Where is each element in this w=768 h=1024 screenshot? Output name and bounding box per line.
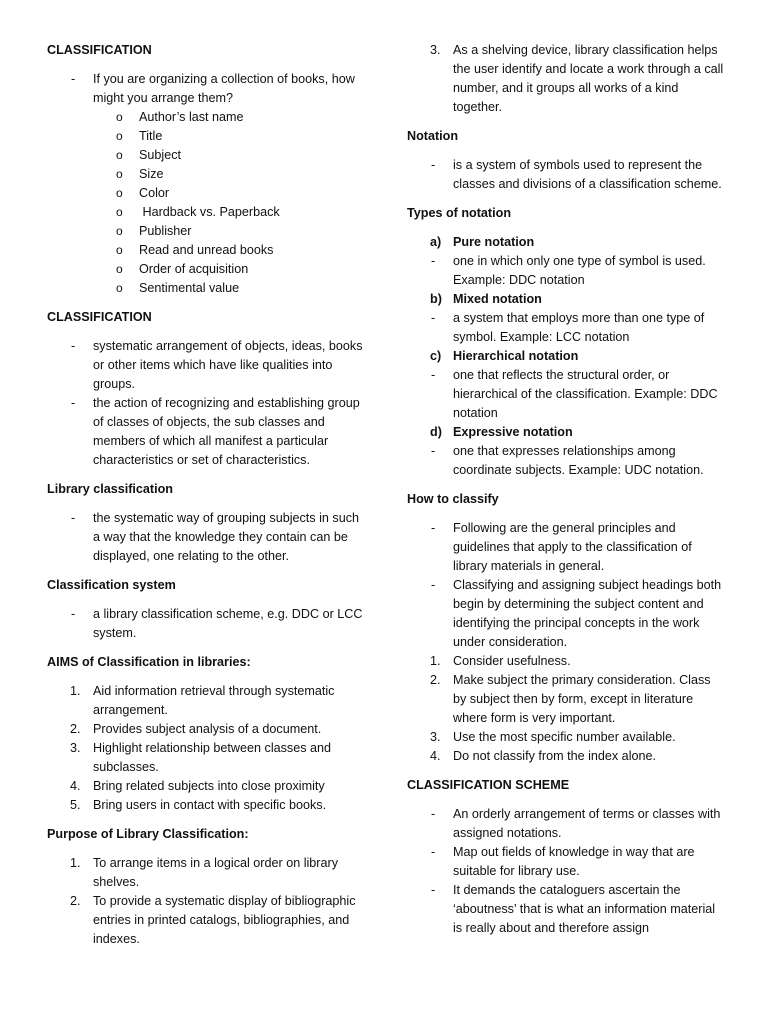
circle-marker: o	[116, 243, 123, 257]
list-item-text: Provides subject analysis of a document.	[93, 722, 322, 736]
notation-type-title	[407, 423, 727, 442]
number-marker: 4.	[430, 749, 441, 763]
dash-marker: -	[431, 444, 436, 458]
circle-marker: o	[116, 262, 123, 276]
section-heading: AIMS of Classification in libraries:	[47, 655, 251, 669]
notation-type-title	[407, 233, 727, 252]
list-item	[47, 279, 367, 298]
list-item	[47, 203, 367, 222]
option-text: Hardback vs. Paperback	[139, 205, 280, 219]
list-item	[47, 394, 367, 470]
number-marker: 3.	[430, 730, 441, 744]
list-item-text: To provide a systematic display of bibliographic entries in printed catalogs, bibliographies, and indexes.	[93, 894, 356, 946]
circle-marker: o	[116, 205, 123, 219]
list-item-text: As a shelving device, library classification helps the user identify and locate a work through a call number, and it groups all works of a kind together.	[453, 43, 724, 114]
option-text: Subject	[139, 148, 182, 162]
list-item-text: one that expresses relationships among coordinate subjects. Example: UDC notation.	[453, 444, 704, 477]
list-item	[47, 165, 367, 184]
circle-marker: o	[116, 129, 123, 143]
section-heading: Classification system	[47, 578, 176, 592]
notation-type-name: Hierarchical notation	[453, 349, 579, 363]
section-heading: Types of notation	[407, 206, 512, 220]
list-item	[47, 682, 367, 720]
list-item	[47, 777, 367, 796]
section-heading: Library classification	[47, 482, 173, 496]
dash-marker: -	[431, 311, 436, 325]
letter-marker: d)	[430, 425, 442, 439]
list-item-text: a library classification scheme, e.g. DDC or LCC system.	[93, 607, 363, 640]
option-text: Sentimental value	[139, 281, 240, 295]
letter-marker: a)	[430, 235, 442, 249]
list-item	[407, 519, 727, 576]
list-item-text: Highlight relationship between classes and subclasses.	[93, 741, 332, 774]
dash-marker: -	[71, 339, 76, 353]
dash-marker: -	[431, 845, 436, 859]
number-marker: 2.	[70, 894, 81, 908]
option-text: Color	[139, 186, 170, 200]
number-marker: 1.	[70, 856, 81, 870]
notation-type-name: Expressive notation	[453, 425, 573, 439]
list-item-text: a system that employs more than one type of symbol. Example: LCC notation	[453, 311, 705, 344]
option-text: Title	[139, 129, 163, 143]
list-item	[407, 671, 727, 728]
list-item	[47, 337, 367, 394]
list-item	[407, 442, 727, 480]
list-item-text: the systematic way of grouping subjects in such a way that the knowledge they contain can be displayed, one relating to the other.	[93, 511, 359, 563]
list-item-text: Bring users in contact with specific books.	[93, 798, 327, 812]
list-item-text: Following are the general principles and guidelines that apply to the classification of library materials in general.	[453, 521, 692, 573]
list-item	[47, 739, 367, 777]
left-column	[47, 41, 367, 949]
list-item	[407, 652, 727, 671]
circle-marker: o	[116, 148, 123, 162]
list-item-text: Consider usefulness.	[453, 654, 571, 668]
list-item-text: one that reflects the structural order, or hierarchical of the classification. Example: DDC notation	[453, 368, 718, 420]
list-item	[47, 509, 367, 566]
number-marker: 1.	[70, 684, 81, 698]
section-heading: CLASSIFICATION	[47, 310, 152, 324]
list-item	[407, 747, 727, 766]
list-item	[407, 309, 727, 347]
section-heading: Notation	[407, 129, 459, 143]
list-item-text: To arrange items in a logical order on library shelves.	[93, 856, 338, 889]
list-item-text: Map out fields of knowledge in way that are suitable for library use.	[453, 845, 695, 878]
dash-marker: -	[431, 254, 436, 268]
list-item-text: An orderly arrangement of terms or classes with assigned notations.	[453, 807, 721, 840]
section-heading: Purpose of Library Classification:	[47, 827, 249, 841]
dash-marker: -	[431, 158, 436, 172]
option-text: Order of acquisition	[139, 262, 249, 276]
list-item	[407, 728, 727, 747]
list-item-text: is a system of symbols used to represent the classes and divisions of a classification scheme.	[453, 158, 722, 191]
dash-marker: -	[71, 396, 76, 410]
list-item	[407, 843, 727, 881]
list-item-text: It demands the cataloguers ascertain the ‘aboutness’ that is what an information material is really about and therefore assign	[453, 883, 716, 935]
notation-type-name: Mixed notation	[453, 292, 542, 306]
list-item	[407, 252, 727, 290]
list-item	[47, 605, 367, 643]
letter-marker: b)	[430, 292, 442, 306]
number-marker: 2.	[70, 722, 81, 736]
list-item	[407, 805, 727, 843]
letter-marker: c)	[430, 349, 442, 363]
list-item	[47, 127, 367, 146]
option-text: Publisher	[139, 224, 192, 238]
option-text: Read and unread books	[139, 243, 274, 257]
dash-marker: -	[431, 883, 436, 897]
circle-marker: o	[116, 167, 123, 181]
dash-marker: -	[431, 368, 436, 382]
dash-marker: -	[71, 607, 76, 621]
list-item	[47, 184, 367, 203]
circle-marker: o	[116, 110, 123, 124]
option-text: Author’s last name	[139, 110, 244, 124]
list-item-text: If you are organizing a collection of books, how might you arrange them?	[93, 72, 355, 105]
list-item	[47, 146, 367, 165]
list-item	[47, 108, 367, 127]
number-marker: 2.	[430, 673, 441, 687]
list-item-text: Bring related subjects into close proximity	[93, 779, 325, 793]
list-item-text: Aid information retrieval through systematic arrangement.	[93, 684, 335, 717]
option-text: Size	[139, 167, 164, 181]
number-marker: 5.	[70, 798, 81, 812]
dash-marker: -	[431, 521, 436, 535]
section-heading: How to classify	[407, 492, 499, 506]
list-item-text: one in which only one type of symbol is used. Example: DDC notation	[453, 254, 706, 287]
dash-marker: -	[431, 807, 436, 821]
list-item	[407, 576, 727, 652]
list-item	[47, 796, 367, 815]
section-heading: CLASSIFICATION SCHEME	[407, 778, 570, 792]
list-item	[47, 241, 367, 260]
list-item-text: systematic arrangement of objects, ideas, books or other items which have like qualities into groups.	[93, 339, 363, 391]
notation-type-title	[407, 290, 727, 309]
circle-marker: o	[116, 224, 123, 238]
dash-marker: -	[71, 72, 76, 86]
dash-marker: -	[431, 578, 436, 592]
list-item-text: Make subject the primary consideration. Class by subject then by form, except in literature where form is very important.	[453, 673, 711, 725]
notation-type-name: Pure notation	[453, 235, 535, 249]
list-item	[47, 720, 367, 739]
list-item	[47, 892, 367, 949]
list-item-text: Do not classify from the index alone.	[453, 749, 657, 763]
number-marker: 3.	[70, 741, 81, 755]
list-item	[47, 222, 367, 241]
list-item-text: Use the most specific number available.	[453, 730, 676, 744]
notation-type-title	[407, 347, 727, 366]
list-item	[407, 881, 727, 938]
list-item	[47, 854, 367, 892]
number-marker: 1.	[430, 654, 441, 668]
dash-marker: -	[71, 511, 76, 525]
list-item	[47, 70, 367, 108]
list-item-text: the action of recognizing and establishing group of classes of objects, the sub classes and members of which all manifest a particular characteristics or set of characteristics.	[93, 396, 360, 467]
list-item	[407, 366, 727, 423]
number-marker: 3.	[430, 43, 441, 57]
circle-marker: o	[116, 281, 123, 295]
right-column	[407, 41, 727, 938]
list-item	[47, 260, 367, 279]
list-item	[407, 41, 727, 117]
number-marker: 4.	[70, 779, 81, 793]
list-item	[407, 156, 727, 194]
circle-marker: o	[116, 186, 123, 200]
section-heading: CLASSIFICATION	[47, 43, 152, 57]
list-item-text: Classifying and assigning subject headings both begin by determining the subject content and identifying the principal concepts in the work under consideration.	[453, 578, 722, 649]
